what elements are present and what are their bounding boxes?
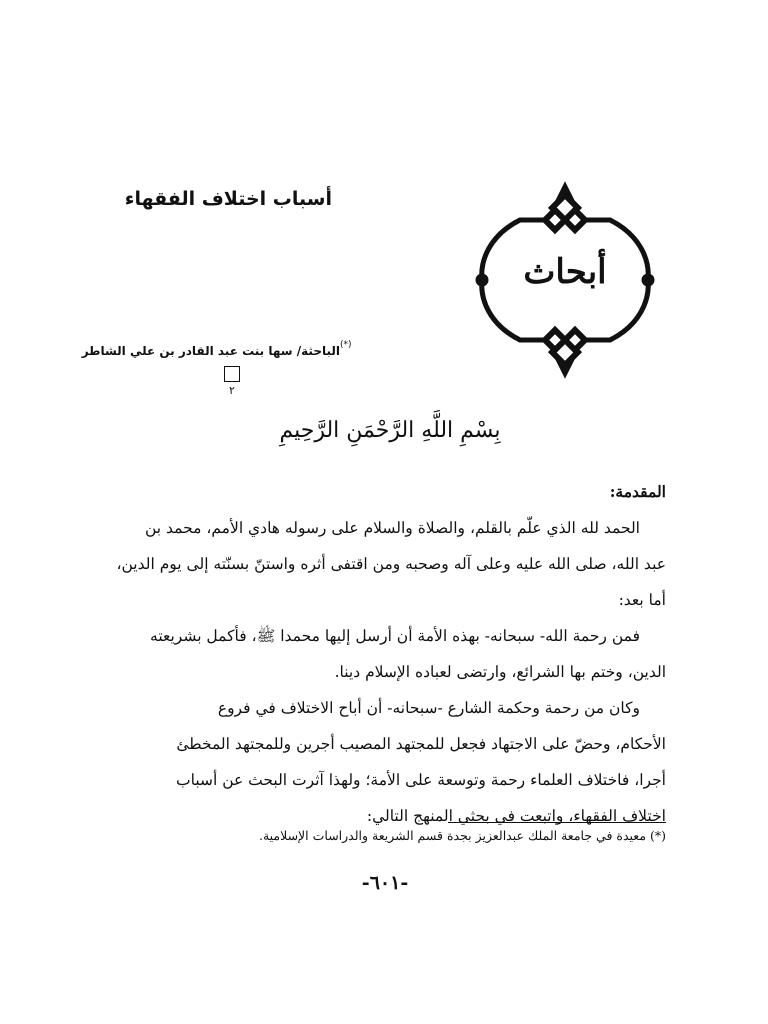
footnote-divider: [448, 822, 666, 823]
author-line: الباحثة/ سها بنت عبد القادر بن علي الشاطر: [81, 344, 340, 358]
body-line: الدين، وختم بها الشرائع، وارتضى لعباده الإسلام دينا.: [334, 663, 666, 681]
page-number: -٦٠١-: [361, 872, 409, 894]
body-line: الأحكام، وحضّ على الاجتهاد فجعل للمجتهد المصيب أجرين وللمجتهد المخطئ: [176, 735, 666, 753]
body-line: وكان من رحمة وحكمة الشارع -سبحانه- أن أباح الاختلاف في فروع: [217, 699, 640, 717]
body-line: الحمد لله الذي علّم بالقلم، والصلاة والسلام على رسوله هادي الأمم، محمد بن: [144, 519, 640, 537]
body-line: عبد الله، صلى الله عليه وعلى آله وصحبه ومن اقتفى أثره واستنّ بسنّته إلى يوم الدين،: [116, 555, 666, 573]
body-line: اختلاف الفقهاء، واتبعت في بحثي المنهج التالي:: [366, 807, 666, 825]
body-line: أما بعد:: [618, 591, 666, 609]
author-footnote-mark: (*): [340, 340, 352, 350]
emblem-label: أبحاث: [523, 252, 607, 292]
section-heading: المقدمة:: [609, 482, 666, 501]
box-number: ٢: [229, 384, 235, 397]
article-title: أسباب اختلاف الفقهاء: [124, 188, 332, 210]
body-line: فمن رحمة الله- سبحانه- بهذه الأمة أن أرسل إليها محمدا ﷺ، فأكمل بشريعته: [150, 627, 640, 645]
footnote: (*) معيدة في جامعة الملك عبدالعزيز بجدة قسم الشريعة والدراسات الإسلامية.: [258, 828, 666, 843]
basmala: بِسْمِ اللَّهِ الرَّحْمَنِ الرَّحِيمِ: [279, 418, 501, 443]
body-line: أجرا، فاختلاف العلماء رحمة وتوسعة على الأمة؛ ولهذا آثرت البحث عن أسباب: [176, 771, 666, 789]
box-symbol: [224, 366, 240, 382]
body-text: [100, 474, 666, 834]
